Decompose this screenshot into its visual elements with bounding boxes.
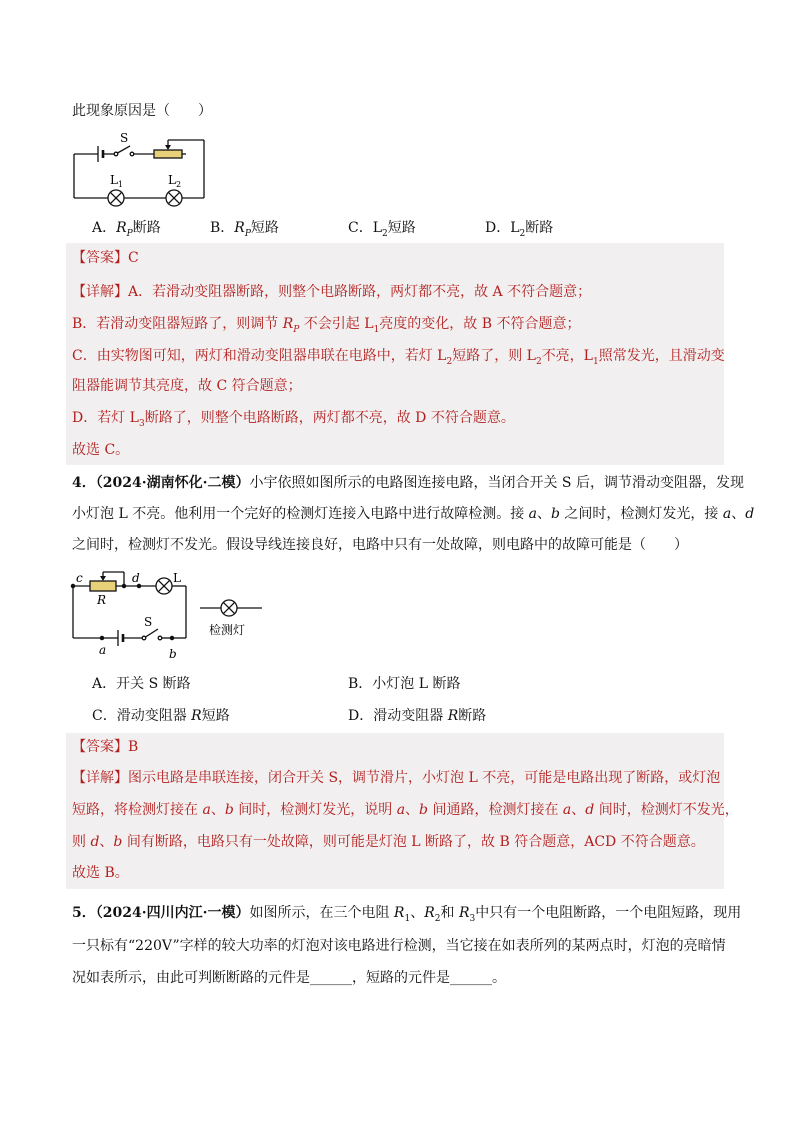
q4-detail-line3: 则 d、b 间有断路，电路只有一处故障，则可能是灯泡 L 断路了，故 B 符合题意，ACD 不符合题意。 [72,834,705,850]
q4-option-d[interactable]: D．滑动变阻器 R断路 [348,708,487,724]
q4-point-b: b [169,647,177,661]
q3-option-a[interactable]: A．$R_P$断路 [92,220,161,239]
q3-switch-label: S [120,131,129,145]
q5-blank-short[interactable]: ______ [450,970,492,986]
q4-option-c[interactable]: C．滑动变阻器 R短路 [92,708,230,724]
q4-circuit-diagram [66,566,271,662]
q3-lamp2-label: L [168,173,176,187]
q3-conclusion: 故选 C。 [72,442,130,458]
q4-detail-line1: 【详解】图示电路是串联连接，闭合开关 S，调节滑片，小灯泡 L 不亮，可能是电路出现了断路，或灯泡 [72,770,721,786]
q3-lamp1-label: L [110,173,118,187]
q3-circuit-diagram [68,126,218,214]
q4-switch-label: S [144,615,153,629]
q5-stem-line3: 况如表所示，由此可判断断路的元件是______，短路的元件是______。 [72,970,506,986]
q3-intro: 此现象原因是（ ） [72,103,212,119]
svg-text:2: 2 [176,180,182,189]
q4-point-d: d [132,571,140,585]
q5-stem-line2: 一只标有“220V”字样的较大功率的灯泡对该电路进行检测，当它接在如表所列的某两点时，灯泡的亮暗情 [72,938,726,954]
q3-detail-d: D．若灯 $L_3$断路了，则整个电路断路，两灯都不亮，故 D 不符合题意。 [72,410,515,429]
q3-detail-c2: 阻器能调节其亮度，故 C 符合题意； [72,378,302,394]
q3-detail-c1: C．由实物图可知，两灯和滑动变阻器串联在电路中，若灯 $L_2$短路了，则 $L_2$不亮，$L_1$照常发光，且滑动变 [72,348,725,367]
q4-stem-line1: 4．（2024·湖南怀化·二模）小宇依照如图所示的电路图连接电路，当闭合开关 S 后，调节滑动变阻器，发现 [72,475,744,491]
q5-blank-open[interactable]: ______ [310,970,352,986]
svg-text:1: 1 [118,180,124,189]
q5-stem-line1: 5．（2024·四川内江·一模）如图所示，在三个电阻 $R_1$、$R_2$和 $R_3$中只有一个电阻断路，一个电阻短路，现用 [72,905,742,924]
q3-option-c[interactable]: C．$L_2$短路 [348,220,416,239]
q4-source: （2024·湖南怀化·二模） [95,475,250,491]
q3-answer: 【答案】C [72,250,139,266]
q3-option-b[interactable]: B．$R_P$短路 [210,220,279,239]
q4-tester-label: 检测灯 [209,623,246,637]
q5-source: （2024·四川内江·一模） [95,905,250,921]
q4-stem-line2: 小灯泡 L 不亮。他利用一个完好的检测灯连接入电路中进行故障检测。接 a、b 之间时，检测灯发光，接 a、d [72,506,755,522]
q4-point-a: a [99,643,107,657]
q4-lamp-label: L [173,571,181,585]
q3-detail-b: B．若滑动变阻器短路了，则调节 $R_P$ 不会引起 $L_1$亮度的变化，故 B 不符合题意； [72,316,581,335]
q4-detail-line2: 短路，将检测灯接在 a、b 间时，检测灯发光，说明 a、b 间通路，检测灯接在 a、d 间时，检测灯不发光， [72,802,739,818]
q4-conclusion: 故选 B。 [72,865,129,881]
q4-point-c: c [76,571,83,585]
q4-option-b[interactable]: B．小灯泡 L 断路 [348,676,461,692]
q4-stem-line3: 之间时，检测灯不发光。假设导线连接良好，电路中只有一处故障，则电路中的故障可能是（ ） [72,537,688,553]
q4-answer: 【答案】B [72,739,139,755]
q4-option-a[interactable]: A．开关 S 断路 [92,676,191,692]
q3-option-d[interactable]: D．$L_2$断路 [485,220,554,239]
q3-detail-a: 【详解】A．若滑动变阻器断路，则整个电路断路，两灯都不亮，故 A 不符合题意； [72,284,592,300]
q4-rheostat-label: R [97,593,107,607]
